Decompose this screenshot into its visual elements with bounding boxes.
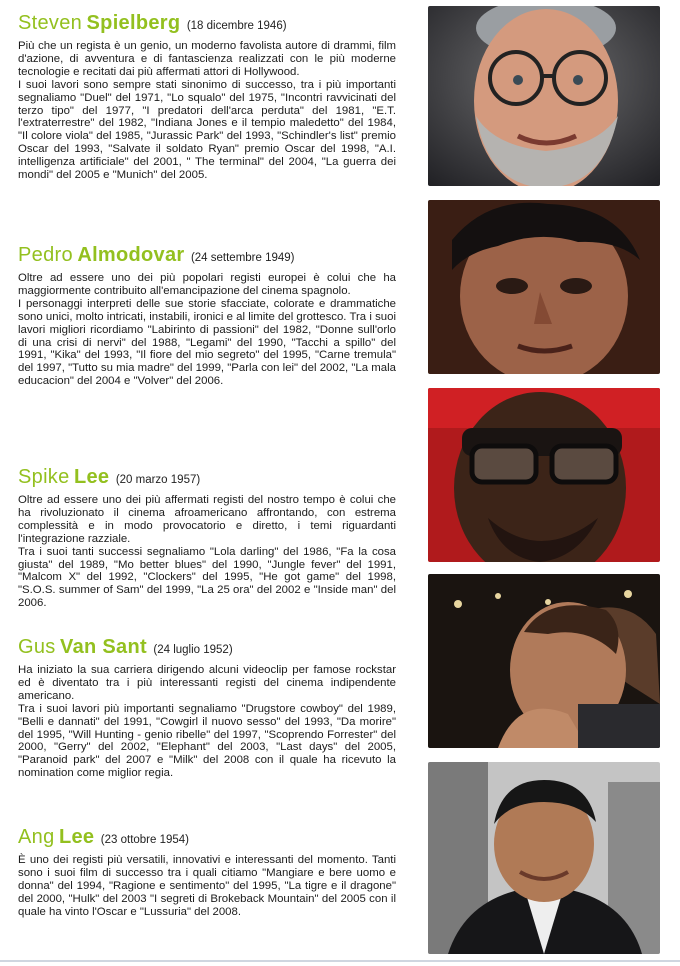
birth-date: (24 settembre 1949) <box>190 252 295 264</box>
bio-paragraph-1: Oltre ad essere uno dei più affermati registi del nostro tempo è colui che ha rivoluzionato il cinema afroamericano affrontando, con estrema complessità e in modo provocatorio e diretto, i temi riguardanti l'integrazione razziale. <box>18 494 396 545</box>
director-last-name: Spielberg <box>86 12 181 34</box>
bio-paragraph-2: I personaggi interpreti delle sue storie sfacciate, colorate e drammatiche sono unici, molto intricati, instabili, ironici e al limite del grottesco. Tra i suoi lavori migliori ricordiamo "Labirinto di passioni" del 1982, "Donne sull'orlo di una crisi di nervi" del 1988, "Legami" del 1990, "Tacchi a spillo" del 1991, "Kika" del 1993, "Il fiore del mio segreto" del 1995, "Carne tremula" del 1997, "Tutto su mia madre" del 1999, "Parla con lei" del 2002, "La mala educacion" del 2004 e "Volver" del 2006. <box>18 297 396 388</box>
section-van-sant <box>18 636 396 780</box>
section-heading <box>18 466 396 491</box>
photo-spike-lee <box>428 388 660 562</box>
birth-date: (23 ottobre 1954) <box>100 834 190 846</box>
birth-date: (20 marzo 1957) <box>115 474 201 486</box>
birth-date: (18 dicembre 1946) <box>186 20 287 32</box>
section-heading <box>18 244 396 269</box>
bio-paragraph-1: Più che un regista è un genio, un moderno favolista autore di drammi, film d'azione, di avventura e di fantascienza realizzati con le più moderne tecnologie e recitati dai più affermati attori di Hollywood. <box>18 40 396 78</box>
bio-paragraph-2: Tra i suoi tanti successi segnaliamo "Lola darling" del 1986, "Fa la cosa giusta" del 1989, "Mo better blues" del 1990, "Jungle fever" del 1991, "Malcom X" del 1992, "Clockers" del 1995, "He got game" del 1998, "S.O.S. summer of Sam" del 1999, "La 25 ora" del 2002 e "Inside man" del 2006. <box>18 545 396 610</box>
photo-almodovar <box>428 200 660 374</box>
section-almodovar <box>18 244 396 388</box>
director-first-name: Pedro <box>18 244 73 266</box>
bio-paragraph-2: I suoi lavori sono sempre stati sinonimo di successo, tra i più importanti segnaliamo "Duel" del 1971, "Lo squalo" del 1975, "Incontri ravvicinati del terzo tipo" del 1977, "I predatori dell'arca perduta" del 1981, "E.T. l'extraterrestre" del 1982, "Indiana Jones e il tempio maledetto" del 1984, "Il colore viola" del 1985, "Jurassic Park" del 1993, "Schindler's list" premio Oscar del 1993, "Salvate il soldato Ryan" premio Oscar del 1998, "A.I. intelligenza artificiale" del 2001, " The terminal" del 2004, "La guerra dei mondi" del 2005 e "Munich" del 2005. <box>18 78 396 182</box>
director-last-name: Lee <box>73 466 110 488</box>
photo-ang-lee <box>428 762 660 954</box>
section-heading <box>18 826 396 851</box>
bio-paragraph-1: È uno dei registi più versatili, innovativi e interessanti del momento. Tanti sono i suoi film di successo tra i quali citiamo "Mangiare e bere uomo e donna" del 1994, "Ragione e sentimento" del 1995, "La tigre e il dragone" del 2000, "Hulk" del 2003 "I segreti di Brokeback Mountain" del 2005 con il quale ha vinto l'Oscar e "Lussuria" del 2008. <box>18 854 396 918</box>
birth-date: (24 luglio 1952) <box>153 644 233 656</box>
section-heading <box>18 12 396 37</box>
director-last-name: Van Sant <box>60 636 147 658</box>
photo-van-sant <box>428 574 660 748</box>
director-first-name: Ang <box>18 826 55 848</box>
bio-paragraph-1: Ha iniziato la sua carriera dirigendo alcuni videoclip per famose rockstar ed è diventato tra i più interessanti registi del cinema indipendente americano. <box>18 664 396 702</box>
director-first-name: Spike <box>18 466 70 488</box>
section-ang-lee <box>18 826 396 919</box>
section-spielberg <box>18 12 396 182</box>
section-heading <box>18 636 396 661</box>
director-last-name: Almodovar <box>77 244 185 266</box>
bio-paragraph-2: Tra i suoi lavori più importanti segnaliamo "Drugstore cowboy" del 1989, "Belli e dannati" del 1991, "Cowgirl il nuovo sesso" del 1993, "Da morire" del 1995, "Will Hunting - genio ribelle" del 1997, "Scoprendo Forrester" del 2000, "Gerry" del 2002, "Elephant" del 2003, "Last days" del 2005, "Paranoid park" del 2007 e "Milk" del 2008 con il quale ha ricevuto la nomination come miglior regia. <box>18 702 396 780</box>
section-spike-lee <box>18 466 396 610</box>
bio-paragraph-1: Oltre ad essere uno dei più popolari registi europei è colui che ha maggiormente contribuito all'emancipazione del cinema spagnolo. <box>18 272 396 297</box>
bottom-border <box>0 960 680 962</box>
director-first-name: Steven <box>18 12 83 34</box>
director-first-name: Gus <box>18 636 56 658</box>
photo-spielberg <box>428 6 660 186</box>
director-last-name: Lee <box>58 826 95 848</box>
